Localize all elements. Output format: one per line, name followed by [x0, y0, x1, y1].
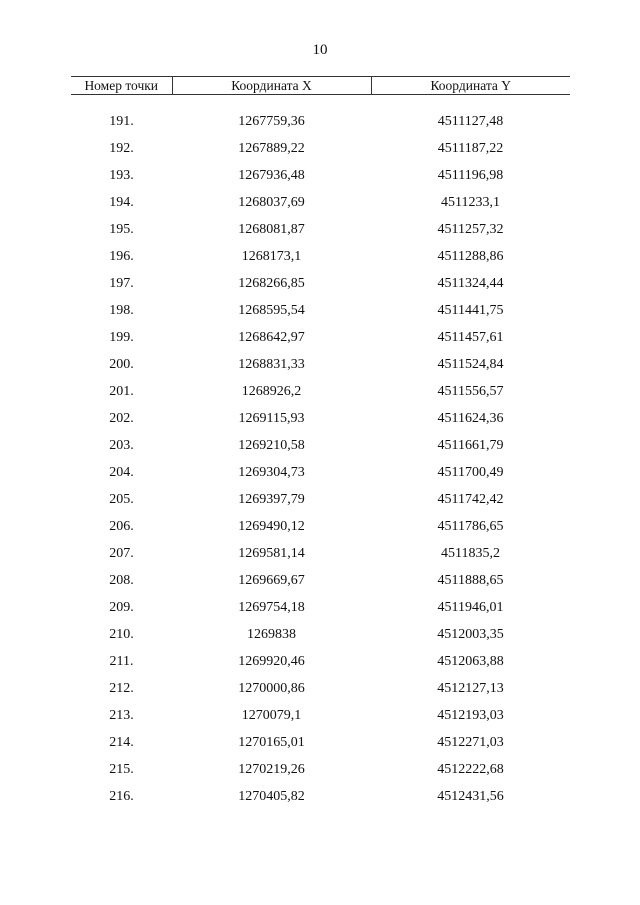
coordinate-y-cell: 4512003,35 — [437, 626, 504, 642]
coordinate-y-cell: 4512193,03 — [437, 707, 504, 723]
coordinate-y-cell: 4511257,32 — [437, 221, 504, 237]
point-number-cell: 215. — [109, 761, 134, 777]
coordinate-x-cell: 1269210,58 — [238, 437, 305, 453]
coordinate-y-cell: 4512222,68 — [437, 761, 504, 777]
coordinate-x-cell: 1268266,85 — [238, 275, 305, 291]
table-row — [71, 189, 570, 216]
coordinate-x-cell: 1269581,14 — [238, 545, 305, 561]
coordinate-x-cell: 1270165,01 — [238, 734, 305, 750]
point-number-cell: 204. — [109, 464, 134, 480]
point-number-cell: 191. — [109, 113, 134, 129]
coordinate-y-cell: 4511888,65 — [437, 572, 504, 588]
coordinate-x-cell: 1270219,26 — [238, 761, 305, 777]
header-point-number: Номер точки — [71, 77, 172, 95]
coordinate-y-cell: 4511742,42 — [437, 491, 504, 507]
coordinate-x-cell: 1268173,1 — [241, 248, 302, 264]
point-number-cell: 205. — [109, 491, 134, 507]
table-row — [71, 783, 570, 810]
table-row — [71, 405, 570, 432]
coordinate-y-cell: 4512063,88 — [437, 653, 504, 669]
page-number: 10 — [312, 42, 328, 58]
coordinates-table — [71, 76, 570, 810]
coordinate-x-cell: 1268595,54 — [238, 302, 305, 318]
coordinate-x-cell: 1270000,86 — [238, 680, 305, 696]
point-number-cell: 201. — [109, 383, 134, 399]
table-row — [71, 216, 570, 243]
table-row — [71, 594, 570, 621]
coordinate-y-cell: 4511624,36 — [437, 410, 504, 426]
coordinate-y-cell: 4511835,2 — [441, 545, 500, 561]
point-number-cell: 193. — [109, 167, 134, 183]
point-number-cell: 198. — [109, 302, 134, 318]
point-number-cell: 195. — [109, 221, 134, 237]
table-row — [71, 486, 570, 513]
coordinate-x-cell: 1269490,12 — [238, 518, 305, 534]
coordinate-x-cell: 1268642,97 — [238, 329, 305, 345]
coordinate-x-cell: 1269669,67 — [238, 572, 305, 588]
table-row — [71, 243, 570, 270]
table-row — [71, 513, 570, 540]
coordinate-y-cell: 4511946,01 — [437, 599, 504, 615]
table-row — [71, 432, 570, 459]
coordinate-y-cell: 4511288,86 — [437, 248, 504, 264]
coordinate-y-cell: 4511661,79 — [437, 437, 504, 453]
point-number-cell: 206. — [109, 518, 134, 534]
point-number-cell: 210. — [109, 626, 134, 642]
coordinate-x-cell: 1269920,46 — [238, 653, 305, 669]
coordinate-y-cell: 4511441,75 — [437, 302, 504, 318]
coordinate-y-cell: 4511524,84 — [437, 356, 504, 372]
coordinate-y-cell: 4511457,61 — [437, 329, 504, 345]
table-row — [71, 351, 570, 378]
table-row — [71, 162, 570, 189]
coordinate-y-cell: 4511233,1 — [441, 194, 500, 210]
coordinate-x-cell: 1269397,79 — [238, 491, 305, 507]
point-number-cell: 203. — [109, 437, 134, 453]
point-number-cell: 199. — [109, 329, 134, 345]
table-row — [71, 459, 570, 486]
point-number-cell: 211. — [109, 653, 134, 669]
coordinate-x-cell: 1268037,69 — [238, 194, 305, 210]
table-header-row — [71, 77, 570, 95]
coordinate-x-cell: 1269115,93 — [238, 410, 305, 426]
coordinate-y-cell: 4511196,98 — [437, 167, 504, 183]
coordinate-y-cell: 4512431,56 — [437, 788, 504, 804]
coordinate-x-cell: 1269838 — [247, 626, 296, 642]
point-number-cell: 196. — [109, 248, 134, 264]
header-coordinate-x: Координата X — [172, 77, 371, 95]
point-number-cell: 208. — [109, 572, 134, 588]
table-row — [71, 621, 570, 648]
table-spacer — [71, 95, 570, 109]
coordinate-x-cell: 1270405,82 — [238, 788, 305, 804]
table-row — [71, 270, 570, 297]
coordinate-x-cell: 1268831,33 — [238, 356, 305, 372]
point-number-cell: 209. — [109, 599, 134, 615]
coordinate-y-cell: 4511127,48 — [437, 113, 504, 129]
point-number-cell: 213. — [109, 707, 134, 723]
table-row — [71, 756, 570, 783]
table-row — [71, 540, 570, 567]
table-row — [71, 729, 570, 756]
table-body — [71, 95, 570, 811]
coordinate-y-cell: 4512127,13 — [437, 680, 504, 696]
coordinate-x-cell: 1268926,2 — [241, 383, 302, 399]
point-number-cell: 192. — [109, 140, 134, 156]
point-number-cell: 216. — [109, 788, 134, 804]
table-row — [71, 108, 570, 135]
coordinate-x-cell: 1269754,18 — [238, 599, 305, 615]
table-row — [71, 648, 570, 675]
header-coordinate-y: Координата Y — [371, 77, 570, 95]
point-number-cell: 212. — [109, 680, 134, 696]
coordinate-x-cell: 1270079,1 — [241, 707, 302, 723]
table-row — [71, 297, 570, 324]
coordinate-x-cell: 1269304,73 — [238, 464, 305, 480]
coordinate-y-cell: 4511700,49 — [437, 464, 504, 480]
table-row — [71, 324, 570, 351]
coordinate-y-cell: 4511556,57 — [437, 383, 504, 399]
point-number-cell: 200. — [109, 356, 134, 372]
coordinate-y-cell: 4511187,22 — [437, 140, 504, 156]
point-number-cell: 202. — [109, 410, 134, 426]
point-number-cell: 197. — [109, 275, 134, 291]
point-number-cell: 194. — [109, 194, 134, 210]
coordinate-x-cell: 1267759,36 — [238, 113, 305, 129]
table-row — [71, 135, 570, 162]
table-row — [71, 675, 570, 702]
table-row — [71, 567, 570, 594]
point-number-cell: 207. — [109, 545, 134, 561]
table-spacer-cell — [71, 95, 570, 109]
table-row — [71, 702, 570, 729]
point-number-cell: 214. — [109, 734, 134, 750]
coordinate-y-cell: 4511786,65 — [437, 518, 504, 534]
table-row — [71, 378, 570, 405]
coordinate-x-cell: 1268081,87 — [238, 221, 305, 237]
coordinate-y-cell: 4512271,03 — [437, 734, 504, 750]
coordinate-x-cell: 1267889,22 — [238, 140, 305, 156]
coordinate-y-cell: 4511324,44 — [437, 275, 504, 291]
coordinate-x-cell: 1267936,48 — [238, 167, 305, 183]
